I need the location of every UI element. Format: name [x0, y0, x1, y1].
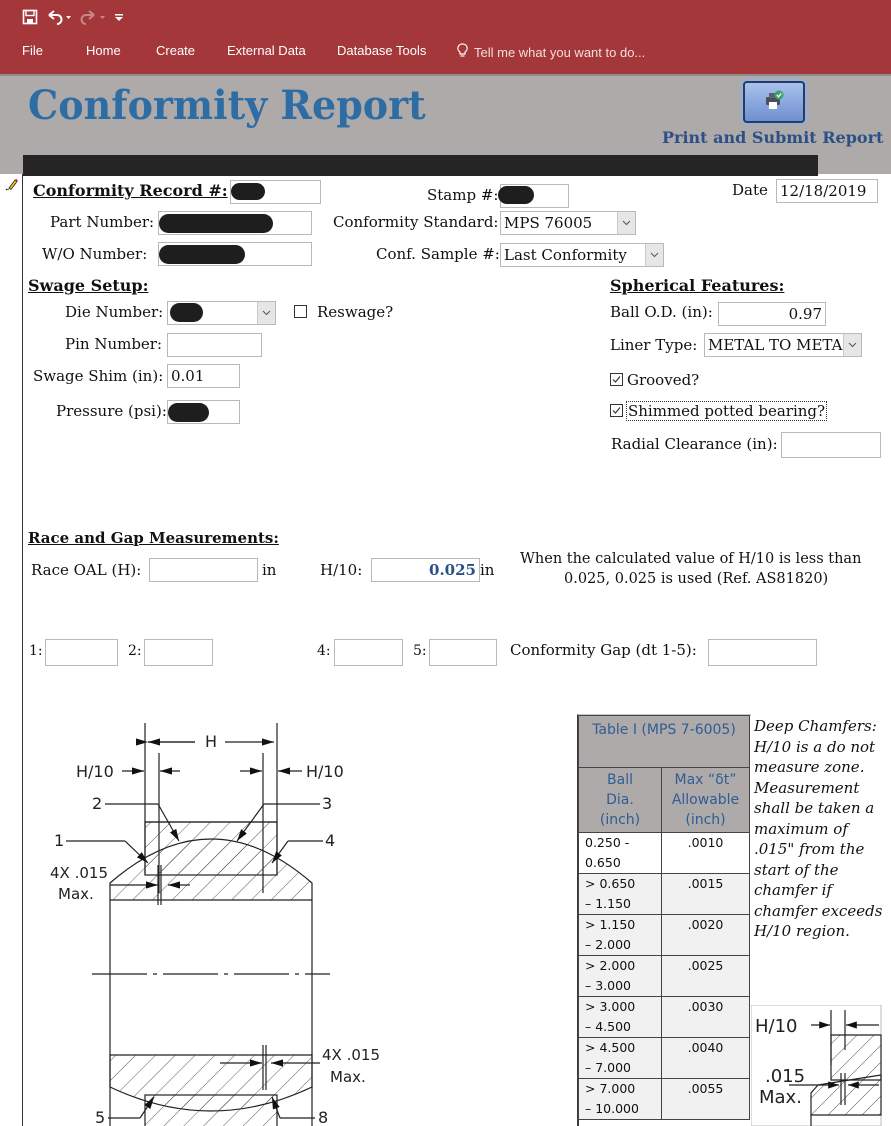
- tab-home[interactable]: Home: [86, 43, 121, 58]
- table-row: [579, 997, 750, 1038]
- race-oal-label: Race OAL (H):: [31, 561, 142, 579]
- pin-number-label: Pin Number:: [65, 335, 163, 353]
- range-start: > 7.000: [585, 1081, 636, 1096]
- diagram-h10-right: H/10: [306, 762, 344, 781]
- chamfer-detail-diagram: [751, 1005, 891, 1126]
- liner-type-label: Liner Type:: [610, 336, 698, 354]
- shimmed-label: Shimmed potted bearing?: [628, 402, 826, 420]
- tell-me-text: Tell me what you want to do...: [474, 44, 646, 60]
- gap-1-label: 1:: [29, 643, 43, 659]
- range-end: – 1.150: [585, 896, 632, 911]
- range-start: 0.250 -: [585, 835, 630, 850]
- redacted-banner: [23, 155, 818, 176]
- table-col-max-dt: Max “δt” Allowable (inch): [662, 768, 750, 833]
- redo-icon: [80, 9, 106, 25]
- race-oal-unit: in: [262, 561, 277, 579]
- range-end: – 3.000: [585, 978, 632, 993]
- h10-label: H/10:: [320, 561, 363, 579]
- liner-type-value: METAL TO META: [708, 336, 843, 354]
- diagram-point-3: 3: [322, 794, 333, 813]
- diagram-max-top: Max.: [58, 885, 94, 903]
- max-dt-value: .0010: [662, 833, 750, 874]
- conformity-record-label: Conformity Record #:: [33, 181, 228, 200]
- diagram-point-2: 2: [92, 794, 103, 813]
- chevron-down-icon[interactable]: [617, 212, 635, 234]
- range-end: – 7.000: [585, 1060, 632, 1075]
- tab-create[interactable]: Create: [156, 43, 196, 58]
- gap-5-field[interactable]: [429, 639, 497, 666]
- range-start: > 2.000: [585, 958, 636, 973]
- h10-note-line2: 0.025, 0.025 is used (Ref. AS81820): [564, 571, 829, 587]
- diagram-point-1: 1: [54, 831, 65, 850]
- detail-tol-label: .015: [765, 1066, 806, 1087]
- diagram-tolerance-top: 4X .015: [50, 864, 108, 882]
- table-row: [579, 874, 750, 915]
- conf-sample-select[interactable]: [500, 243, 664, 267]
- range-start: > 3.000: [585, 999, 636, 1014]
- ball-dia-range: [579, 1038, 662, 1079]
- diagram-point-4: 4: [325, 831, 336, 850]
- pressure-label: Pressure (psi):: [56, 402, 167, 420]
- lightbulb-icon: [457, 43, 468, 61]
- reswage-label: Reswage?: [317, 303, 394, 321]
- form-header: [0, 74, 891, 174]
- checkmark-icon: [611, 405, 622, 416]
- tab-file[interactable]: File: [22, 43, 43, 58]
- diagram-h10-left: H/10: [76, 762, 114, 781]
- date-label: Date: [732, 181, 768, 199]
- stamp-label: Stamp #:: [427, 186, 499, 204]
- h10-unit: in: [480, 561, 495, 579]
- detail-max-label: Max.: [759, 1087, 802, 1108]
- checkmark-icon: [611, 374, 622, 385]
- ball-dia-range: [579, 956, 662, 997]
- customize-toolbar-icon[interactable]: [114, 11, 124, 23]
- gap-4-field[interactable]: [334, 639, 403, 666]
- gap-2-field[interactable]: [144, 639, 213, 666]
- table-row: [579, 915, 750, 956]
- diagram-point-5: 5: [95, 1108, 106, 1126]
- range-end: – 10.000: [585, 1101, 639, 1116]
- part-number-label: Part Number:: [50, 213, 155, 231]
- ribbon-tabs: [0, 43, 891, 63]
- pencil-edit-icon: [5, 176, 19, 195]
- race-gap-header: Race and Gap Measurements:: [28, 529, 279, 547]
- liner-type-select[interactable]: [704, 333, 862, 357]
- race-oal-field[interactable]: [149, 558, 258, 582]
- range-end: – 4.500: [585, 1019, 632, 1034]
- redacted-value: [159, 214, 273, 233]
- swage-shim-label: Swage Shim (in):: [33, 367, 164, 385]
- tab-external-data[interactable]: External Data: [227, 43, 306, 58]
- diagram-tolerance-bottom: 4X .015: [322, 1046, 380, 1064]
- ball-od-label: Ball O.D. (in):: [610, 303, 713, 321]
- conf-sample-value: Last Conformity: [504, 246, 627, 264]
- undo-icon[interactable]: [46, 9, 72, 25]
- max-dt-value: .0015: [662, 874, 750, 915]
- deep-chamfer-note: Deep Chamfers: H/10 is a do not measure zone. Measurement shall be taken a maximum of .015" from the start of the chamfer if chamfer exceeds H/10 region.: [754, 717, 883, 940]
- ball-dia-range: [579, 915, 662, 956]
- spherical-features-header: Spherical Features:: [610, 276, 785, 295]
- table-row: [579, 1079, 750, 1120]
- ball-dia-range: [579, 874, 662, 915]
- date-field[interactable]: 12/18/2019: [776, 179, 878, 203]
- shimmed-checkbox[interactable]: [610, 404, 623, 417]
- gap-1-field[interactable]: [45, 639, 118, 666]
- conformity-standard-label: Conformity Standard:: [333, 213, 499, 231]
- table-row: [579, 833, 750, 874]
- ball-dia-range: [579, 833, 662, 874]
- gap-4-label: 4:: [317, 643, 331, 659]
- wo-number-label: W/O Number:: [42, 245, 148, 263]
- pin-number-field[interactable]: [167, 333, 262, 357]
- conformity-standard-select[interactable]: [500, 211, 636, 235]
- tab-database-tools[interactable]: Database Tools: [337, 43, 427, 58]
- range-start: > 0.650: [585, 876, 636, 891]
- delta-t-table: [578, 715, 750, 1120]
- redacted-value: [231, 183, 265, 200]
- gap-5-label: 5:: [413, 643, 427, 659]
- diagram-point-8: 8: [318, 1108, 329, 1126]
- grooved-label: Grooved?: [627, 371, 700, 389]
- conf-sample-label: Conf. Sample #:: [376, 245, 500, 263]
- swage-setup-header: Swage Setup:: [28, 276, 149, 295]
- reswage-checkbox[interactable]: [294, 305, 307, 318]
- radial-clearance-field[interactable]: [781, 432, 881, 458]
- redacted-value: [159, 245, 245, 264]
- range-end: – 2.000: [585, 937, 632, 952]
- diagram-max-bottom: Max.: [330, 1068, 366, 1086]
- tell-me-search[interactable]: [457, 43, 645, 61]
- h10-field[interactable]: 0.025: [371, 558, 480, 582]
- print-submit-label[interactable]: Print and Submit Report: [662, 128, 884, 147]
- ball-dia-range: [579, 1079, 662, 1120]
- die-number-label: Die Number:: [65, 303, 164, 321]
- table-row: [579, 1038, 750, 1079]
- max-dt-value: .0040: [662, 1038, 750, 1079]
- h10-note-line1: When the calculated value of H/10 is less than: [520, 551, 862, 567]
- max-dt-value: .0030: [662, 997, 750, 1038]
- grooved-checkbox[interactable]: [610, 373, 623, 386]
- redacted-value: [170, 303, 203, 322]
- record-selector[interactable]: [0, 174, 23, 1126]
- swage-shim-field[interactable]: 0.01: [167, 364, 240, 388]
- table-title: Table I (MPS 7-6005): [579, 716, 750, 768]
- diagram-h-label: H: [204, 732, 218, 751]
- range-start: > 1.150: [585, 917, 636, 932]
- ball-od-field[interactable]: 0.97: [718, 302, 826, 326]
- gap-2-label: 2:: [128, 643, 142, 659]
- detail-h10-label: H/10: [755, 1016, 798, 1037]
- table-row: [579, 956, 750, 997]
- range-start: > 4.500: [585, 1040, 636, 1055]
- redacted-value: [498, 186, 534, 204]
- conformity-gap-label: Conformity Gap (dt 1-5):: [510, 641, 697, 659]
- save-icon[interactable]: [22, 9, 38, 25]
- conformity-gap-field[interactable]: [708, 639, 817, 666]
- max-dt-value: .0025: [662, 956, 750, 997]
- page-title: Conformity Report: [28, 82, 426, 129]
- quick-access-toolbar: [22, 6, 124, 28]
- range-end: 0.650: [585, 855, 621, 870]
- table-col-ball-dia: Ball Dia. (inch): [579, 768, 662, 833]
- ball-dia-range: [579, 997, 662, 1038]
- radial-clearance-label: Radial Clearance (in):: [611, 435, 778, 453]
- max-dt-value: .0055: [662, 1079, 750, 1120]
- chevron-down-icon[interactable]: [645, 244, 663, 266]
- printer-check-icon: [763, 90, 785, 114]
- max-dt-value: .0020: [662, 915, 750, 956]
- bearing-cross-section-diagram: [40, 715, 390, 1126]
- print-submit-button[interactable]: [743, 81, 805, 123]
- chevron-down-icon[interactable]: [843, 334, 861, 356]
- chevron-down-icon[interactable]: [257, 302, 275, 324]
- conformity-standard-value: MPS 76005: [504, 214, 593, 232]
- redacted-value: [168, 403, 209, 422]
- ribbon: [0, 0, 891, 74]
